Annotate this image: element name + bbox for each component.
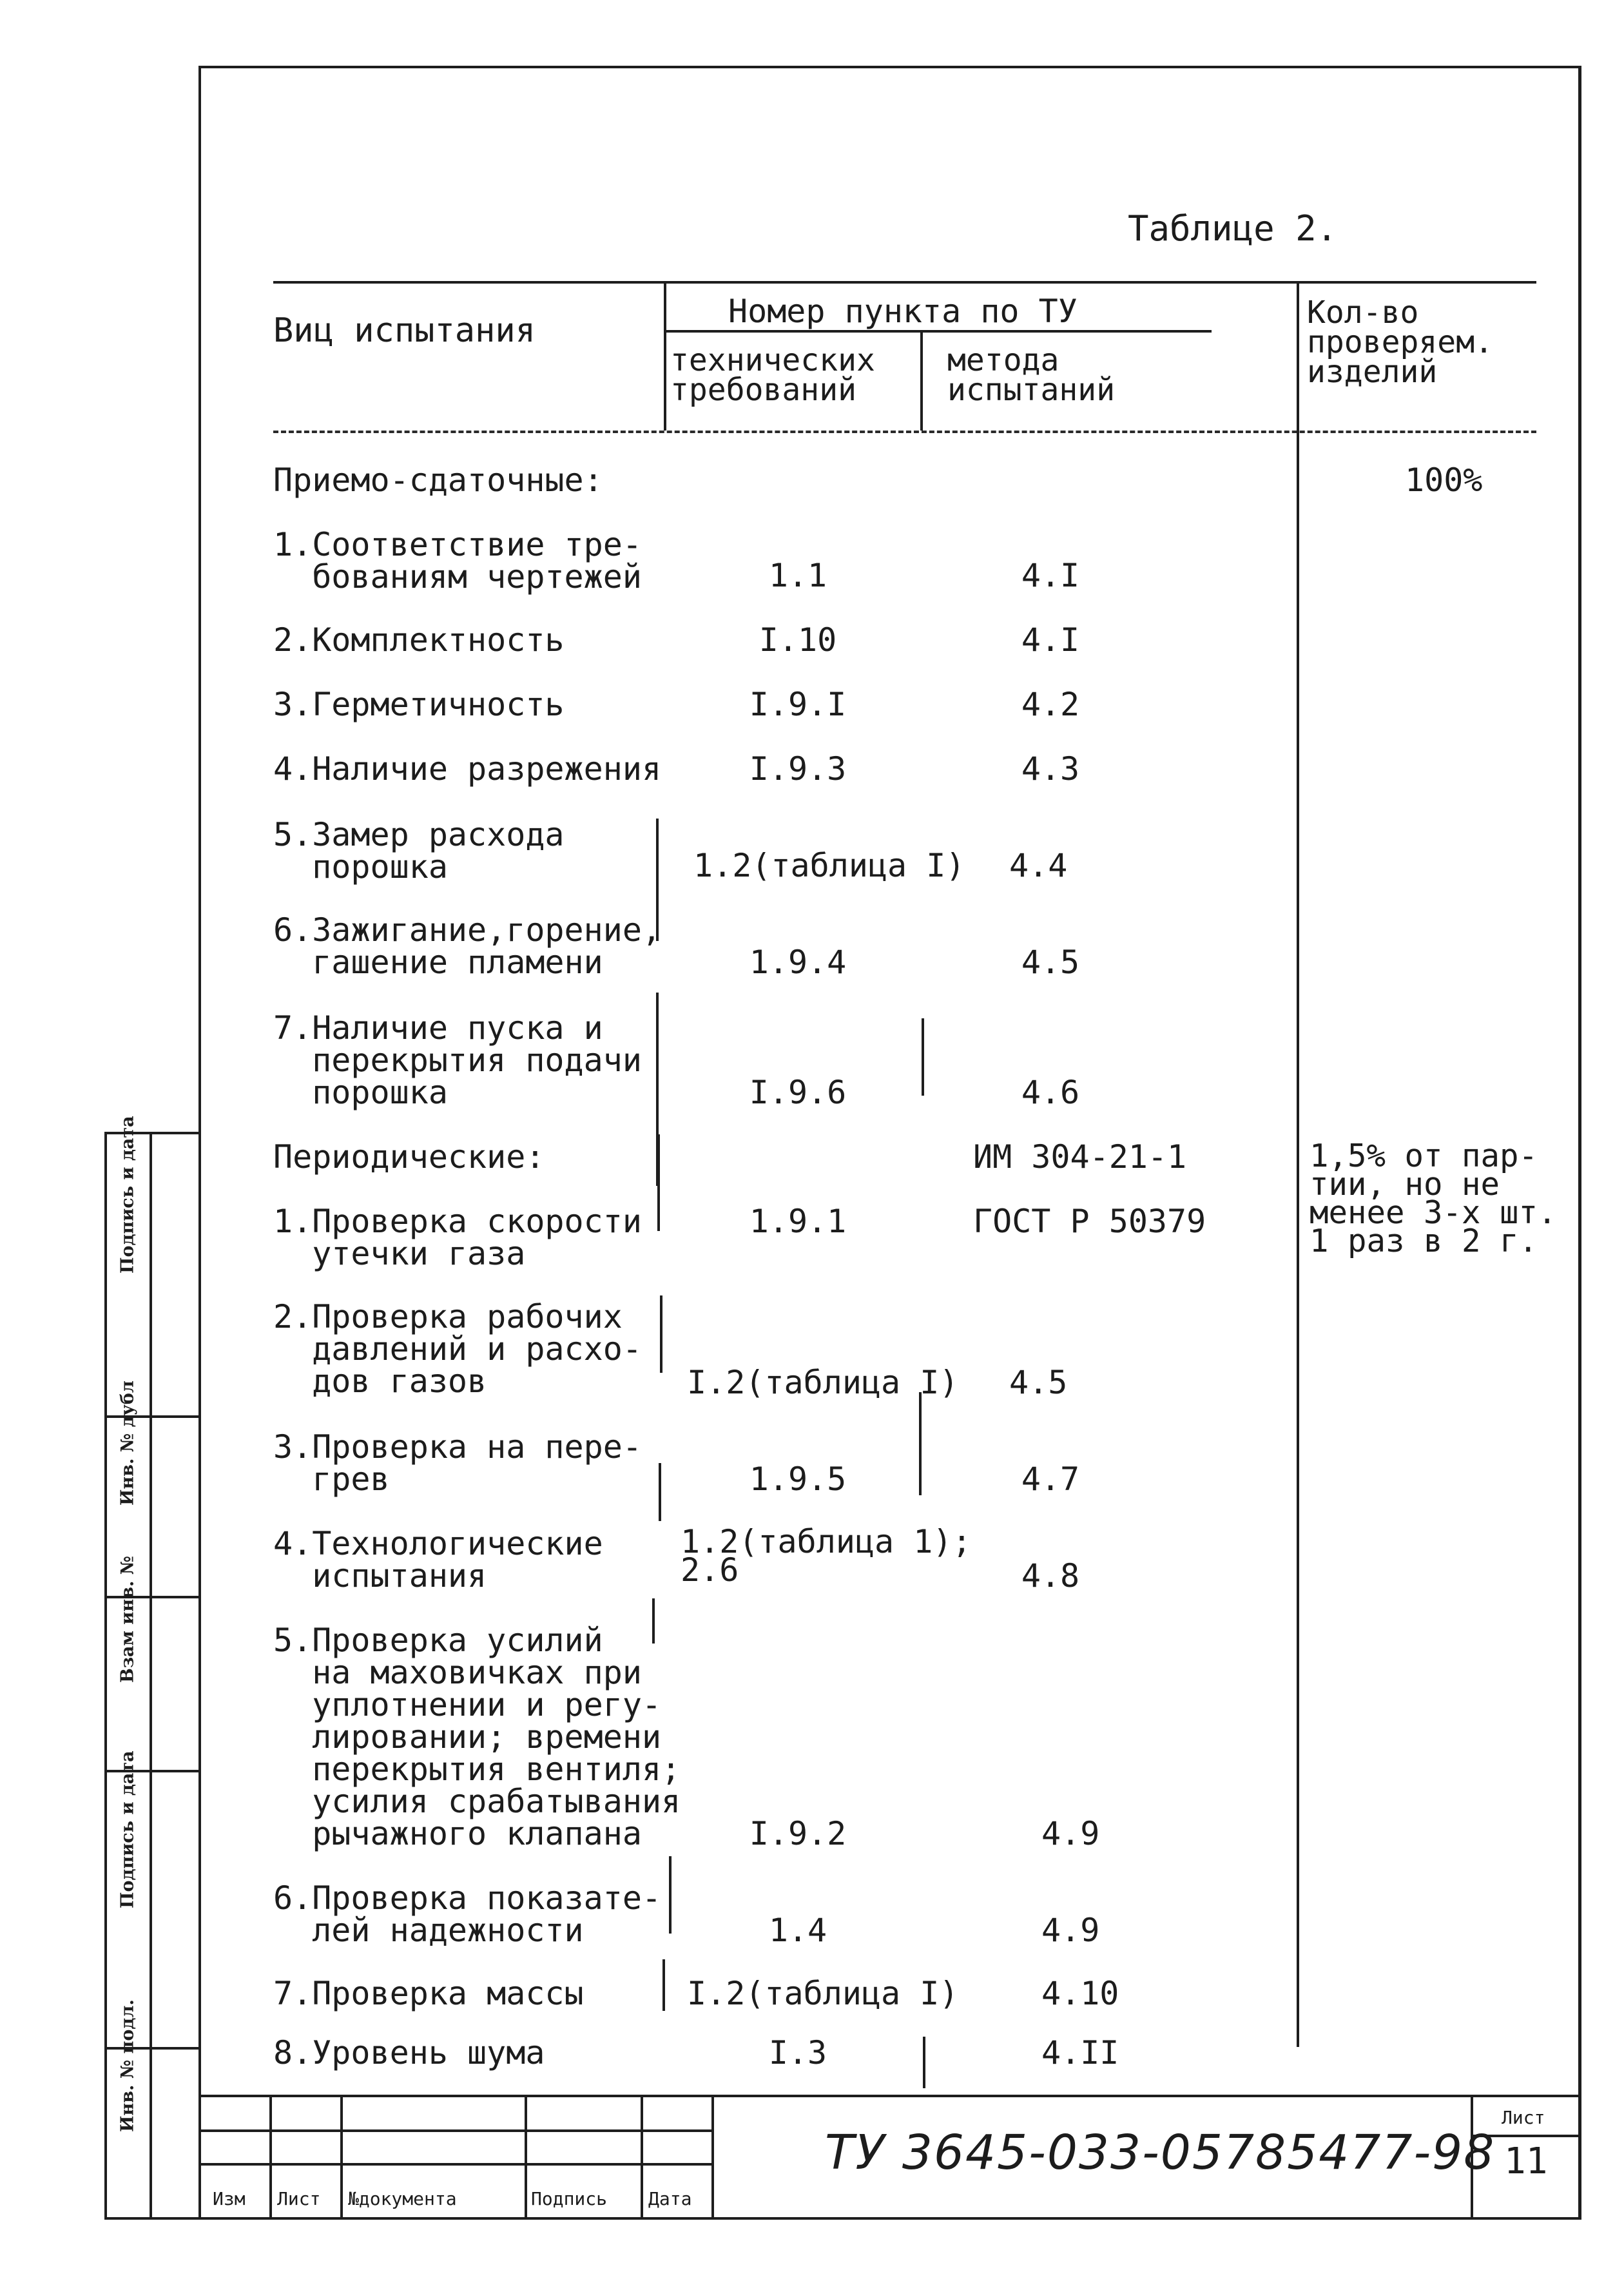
stamp-doc-number-label: №документа	[348, 2188, 457, 2209]
col-divider-1-seg8	[662, 1959, 665, 2011]
stamp-izm-label: Изм	[213, 2188, 246, 2209]
row-15-tech: I.2(таблица I)	[687, 1975, 959, 2012]
row-1-label: 1.Соответствие тре- бованиям чертежей	[273, 526, 642, 596]
stamp-col-5	[711, 2095, 714, 2220]
row-6-method: 4.5	[1021, 944, 1080, 981]
col-divider-1-seg3	[657, 1134, 660, 1231]
row-3-method: 4.2	[1021, 686, 1080, 723]
row-11-label: 3.Проверка на пере- грев	[273, 1428, 642, 1498]
stamp-rule-2	[198, 2129, 714, 2132]
row-5-method: 4.4	[1009, 847, 1068, 884]
table-title: Таблице 2.	[1128, 208, 1338, 249]
stamp-signature-label: Подпись	[531, 2188, 608, 2209]
stamp-col-1	[269, 2095, 272, 2220]
row-6-label: 6.Зажигание,горение, гашение пламени	[273, 911, 662, 981]
side-column-divider	[150, 1132, 152, 2220]
header-test-type: Виц испытания	[273, 311, 536, 350]
row-11-tech: 1.9.5	[749, 1460, 847, 1498]
stamp-document-code: ТУ 3645-033-05785477-98	[825, 2125, 1496, 2180]
row-1-method: 4.I	[1021, 557, 1080, 594]
row-15-label: 7.Проверка массы	[273, 1975, 584, 2012]
stamp-sheet-label: Лист	[1502, 2107, 1545, 2128]
header-tu-group: Номер пункта по ТУ	[728, 293, 1078, 330]
stamp-rule-3	[198, 2163, 714, 2166]
row-10-tech: I.2(таблица I)	[687, 1364, 959, 1401]
row-14-tech: 1.4	[768, 1912, 827, 1949]
col-divider-1-seg4	[660, 1295, 662, 1373]
row-14-method: 4.9	[1041, 1912, 1100, 1949]
row-4-tech: I.9.3	[749, 750, 847, 788]
stamp-date-label: Дата	[648, 2188, 692, 2209]
stamp-col-4	[641, 2095, 643, 2220]
row-7-tech: I.9.6	[749, 1074, 847, 1111]
stamp-sheet-number: 11	[1504, 2140, 1548, 2182]
side-rule-6	[104, 2217, 198, 2220]
row-3-label: 3.Герметичность	[273, 686, 565, 723]
row-7-label: 7.Наличие пуска и перекрытия подачи порошка	[273, 1009, 642, 1111]
row-12-method: 4.8	[1021, 1557, 1080, 1595]
row-4-label: 4.Наличие разрежения	[273, 750, 662, 788]
row-10-label: 2.Проверка рабочих давлений и расхо- дов газов	[273, 1298, 642, 1400]
row-16-tech: I.3	[768, 2034, 827, 2071]
header-tech-req: технических требований	[670, 342, 875, 408]
row-13-tech: I.9.2	[749, 1815, 847, 1852]
row-13-label: 5.Проверка усилий на маховичках при уплотнении и регу- лировании; времени перекрытия вентиля; усилия срабатывания рычажного клапана	[273, 1622, 681, 1852]
side-column-left-edge	[104, 1132, 107, 2220]
stamp-top-rule	[198, 2095, 1581, 2097]
row-9-method: ГОСТ Р 50379	[973, 1203, 1206, 1240]
header-group-rule	[666, 330, 1212, 333]
row-0-label: Приемо-сдаточные:	[273, 461, 603, 499]
row-5-label: 5.Замер расхода порошка	[273, 816, 565, 886]
row-13-method: 4.9	[1041, 1815, 1100, 1852]
row-5-tech: 1.2(таблица I)	[693, 847, 965, 884]
row-10-method: 4.5	[1009, 1364, 1068, 1401]
row-9-tech: 1.9.1	[749, 1203, 847, 1240]
row-2-label: 2.Комплектность	[273, 621, 565, 659]
row-7-method: 4.6	[1021, 1074, 1080, 1111]
col-divider-3	[1297, 281, 1299, 2047]
row-12-label: 4.Технологические испытания	[273, 1525, 603, 1595]
row-2-method: 4.I	[1021, 621, 1080, 659]
row-8-qty: 1,5% от пар- тии, но не менее 3-х шт. 1 раз в 2 г.	[1310, 1138, 1557, 1259]
row-11-method: 4.7	[1021, 1460, 1080, 1498]
row-16-label: 8.Уровень шума	[273, 2034, 545, 2071]
header-test-method: метода испытаний	[947, 342, 1116, 408]
row-1-tech: 1.1	[768, 557, 827, 594]
stamp-list-label: Лист	[277, 2188, 321, 2209]
row-6-tech: 1.9.4	[749, 944, 847, 981]
stamp-col-3	[525, 2095, 527, 2220]
row-3-tech: I.9.I	[749, 686, 847, 723]
row-16-method: 4.II	[1041, 2034, 1119, 2071]
col-divider-1-header	[664, 281, 666, 431]
col-divider-2-header	[920, 330, 923, 431]
row-9-label: 1.Проверка скорости утечки газа	[273, 1203, 642, 1272]
row-4-method: 4.3	[1021, 750, 1080, 788]
row-2-tech: I.10	[759, 621, 837, 659]
header-qty: Кол-во проверяем. изделий	[1307, 295, 1493, 390]
row-15-method: 4.10	[1041, 1975, 1119, 2012]
row-8-label: Периодические:	[273, 1138, 545, 1176]
header-bottom-rule	[273, 431, 1536, 433]
row-12-tech: 1.2(таблица 1); 2.6	[681, 1523, 972, 1589]
row-14-label: 6.Проверка показате- лей надежности	[273, 1879, 662, 1949]
row-8-method: ИМ 304-21-1	[973, 1138, 1187, 1176]
stamp-col-2	[340, 2095, 343, 2220]
table-top-rule	[273, 281, 1536, 284]
row-0-qty: 100%	[1405, 461, 1483, 499]
